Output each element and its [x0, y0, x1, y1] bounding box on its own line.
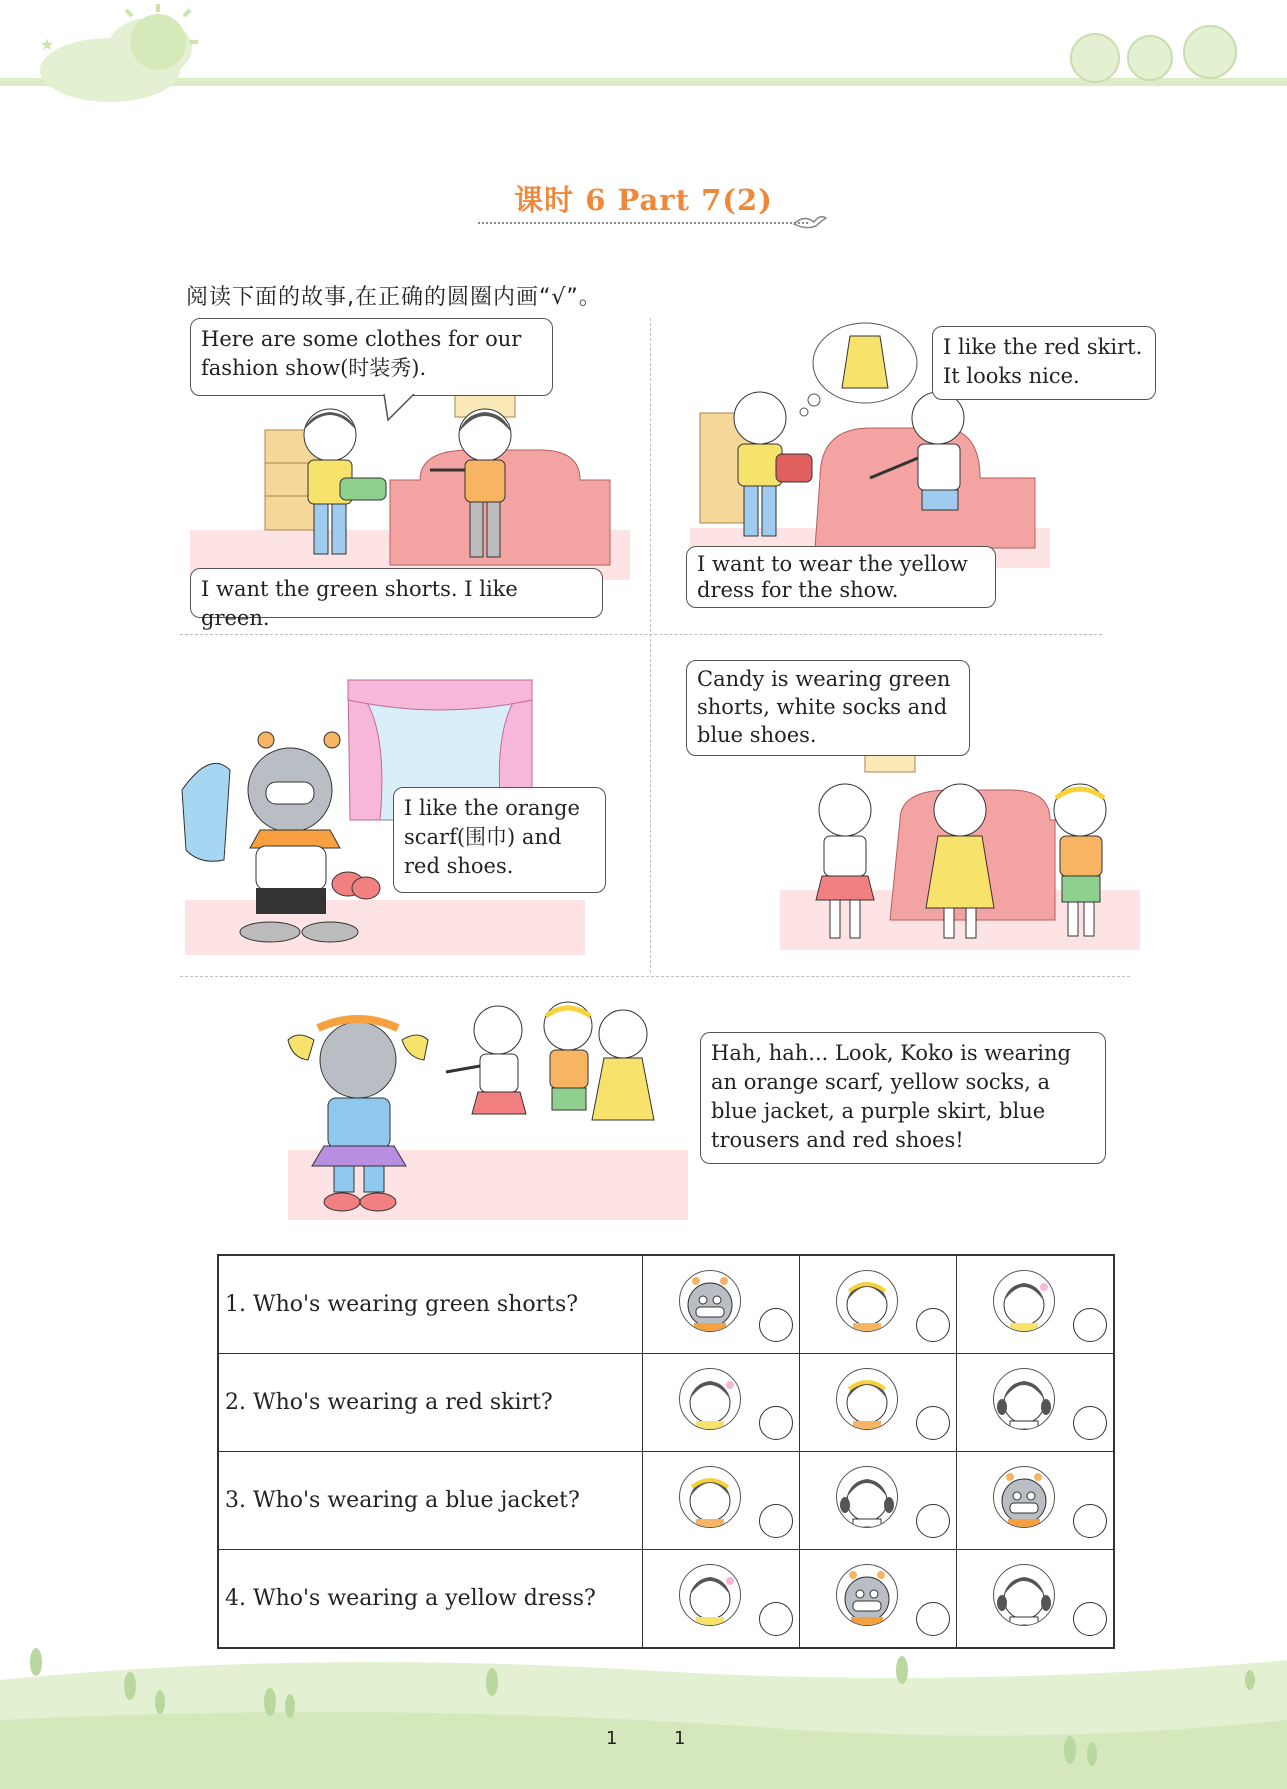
quiz-option-cell — [642, 1452, 799, 1550]
quiz-row — [218, 1255, 1114, 1354]
panel4-bubble-text: Candy is wearing green shorts, white socks and blue shoes. — [697, 667, 951, 747]
panel3-speech-bubble — [393, 787, 606, 893]
quiz-option-cell — [799, 1255, 956, 1354]
girl-headband-portrait-icon — [836, 1368, 898, 1430]
answer-circle[interactable] — [916, 1308, 950, 1342]
girl-pigtails-portrait-icon — [993, 1368, 1055, 1430]
panel3-bubble-text: I like the orange scarf(围巾) and red shoes. — [404, 796, 580, 878]
footer-landscape — [0, 1640, 1287, 1789]
answer-circle[interactable] — [1073, 1406, 1107, 1440]
panel2-speech-bubble-top — [932, 326, 1156, 400]
girl-ponytail-portrait-icon — [993, 1270, 1055, 1332]
page-title: 课时 6 Part 7(2) — [514, 183, 773, 217]
quiz-option-cell — [799, 1354, 956, 1452]
answer-circle[interactable] — [916, 1602, 950, 1636]
koko-robot-portrait-icon — [836, 1564, 898, 1626]
answer-circle[interactable] — [759, 1406, 793, 1440]
yellow-dress-thought-icon — [842, 336, 888, 388]
panel-divider-vertical — [650, 318, 651, 973]
panel1-bubble-top-text: Here are some clothes for our fashion show(时装秀). — [201, 327, 522, 380]
girl-headband-portrait-icon — [836, 1270, 898, 1332]
quiz-option-cell — [799, 1550, 956, 1649]
quiz-option-cell — [956, 1354, 1114, 1452]
answer-circle[interactable] — [1073, 1504, 1107, 1538]
quiz-option-cell — [956, 1452, 1114, 1550]
quiz-option-cell — [642, 1550, 799, 1649]
page-number-right: 1 — [674, 1728, 686, 1749]
girl-ponytail-portrait-icon — [679, 1368, 741, 1430]
panel-divider-horizontal-2 — [180, 976, 1130, 977]
answer-circle[interactable] — [759, 1602, 793, 1636]
quiz-option-cell — [956, 1255, 1114, 1354]
quiz-question: 4. Who's wearing a yellow dress? — [218, 1550, 642, 1649]
three-girls-laughing-figure — [446, 1002, 654, 1120]
quiz-row — [218, 1550, 1114, 1649]
panel2-speech-bubble-bottom — [686, 546, 996, 608]
quiz-question: 2. Who's wearing a red skirt? — [218, 1354, 642, 1452]
panel4-speech-bubble — [686, 660, 970, 756]
panel1-speech-bubble-top — [190, 318, 553, 396]
panel5-bubble-text: Hah, hah... Look, Koko is wearing an orange scarf, yellow socks, a blue jacket, a purple skirt, blue trousers and red shoes! — [711, 1041, 1071, 1152]
quiz-question: 1. Who's wearing green shorts? — [218, 1255, 642, 1354]
svg-text:★: ★ — [40, 35, 55, 54]
quiz-option-cell — [642, 1354, 799, 1452]
panel1-bubble-top-tail — [380, 394, 420, 424]
title-underline — [478, 222, 808, 224]
koko-robot-portrait-icon — [679, 1270, 741, 1332]
quiz-question: 3. Who's wearing a blue jacket? — [218, 1452, 642, 1550]
quiz-row — [218, 1354, 1114, 1452]
panel4-illustration — [780, 750, 1140, 960]
koko-robot-portrait-icon — [993, 1466, 1055, 1528]
animal-faces-icon — [1071, 26, 1236, 82]
girl-pigtails-portrait-icon — [993, 1564, 1055, 1626]
panel2-bubble-top-text: I like the red skirt. It looks nice. — [943, 335, 1143, 388]
header-decoration — [0, 0, 1287, 120]
answer-circle[interactable] — [759, 1308, 793, 1342]
panel2-bubble-bottom-text: I want to wear the yellow dress for the show. — [697, 552, 968, 602]
girl-headband-portrait-icon — [679, 1466, 741, 1528]
answer-circle[interactable] — [1073, 1602, 1107, 1636]
quiz-option-cell — [642, 1255, 799, 1354]
quiz-table — [217, 1254, 1115, 1649]
panel5-illustration — [278, 990, 698, 1230]
panel1-speech-bubble-bottom — [190, 568, 603, 630]
quiz-row — [218, 1452, 1114, 1550]
answer-circle[interactable] — [1073, 1308, 1107, 1342]
answer-circle[interactable] — [916, 1406, 950, 1440]
panel-divider-horizontal-1 — [180, 634, 1102, 635]
quiz-option-cell — [956, 1550, 1114, 1649]
girl-pigtails-portrait-icon — [836, 1466, 898, 1528]
girl-ponytail-portrait-icon — [679, 1564, 741, 1626]
answer-circle[interactable] — [916, 1504, 950, 1538]
quiz-option-cell — [799, 1452, 956, 1550]
instruction-text: 阅读下面的故事,在正确的圆圈内画“√”。 — [186, 285, 602, 310]
panel5-speech-bubble — [700, 1032, 1106, 1164]
page-number-left: 1 — [606, 1728, 618, 1749]
answer-circle[interactable] — [759, 1504, 793, 1538]
panel1-bubble-bottom-text: I want the green shorts. I like green. — [201, 577, 518, 630]
bird-icon — [790, 208, 830, 234]
